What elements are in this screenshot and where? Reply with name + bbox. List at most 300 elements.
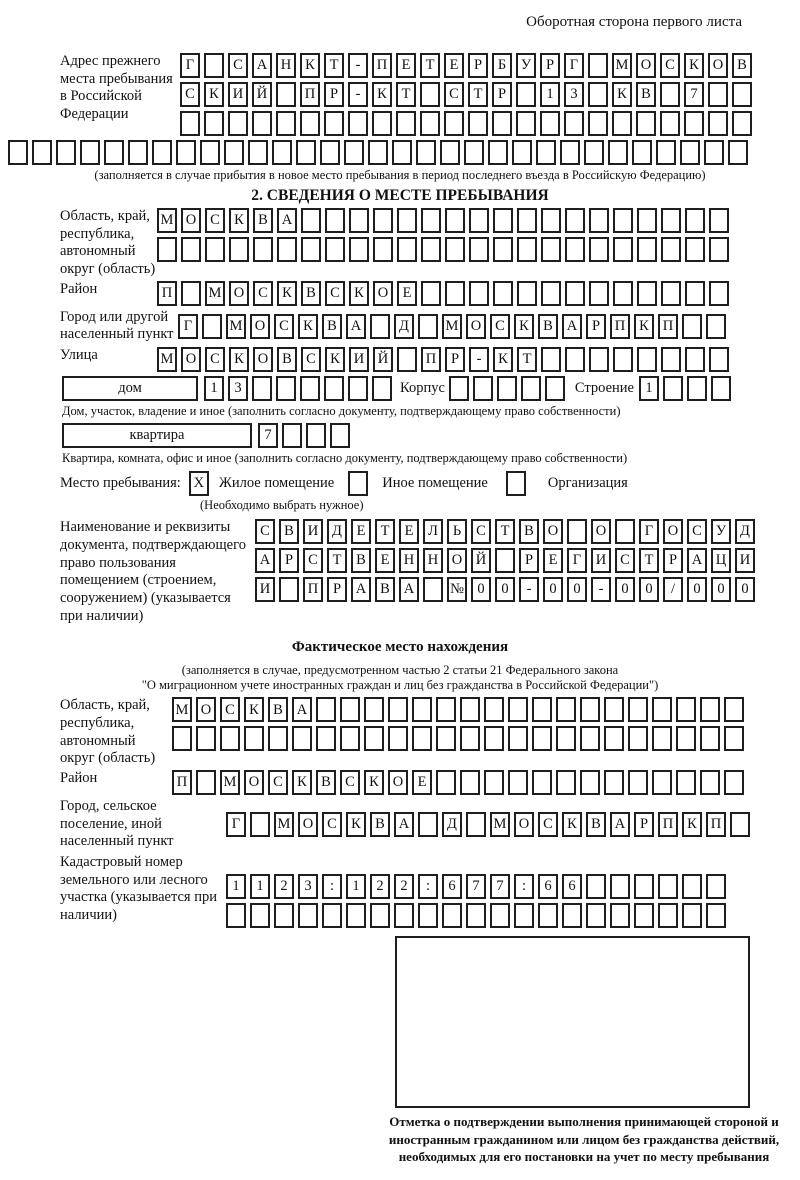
char-cell[interactable]: С (205, 208, 225, 233)
char-cell[interactable]: Е (351, 519, 371, 544)
char-cell[interactable] (632, 140, 652, 165)
char-cell[interactable] (661, 281, 681, 306)
char-cell[interactable]: А (610, 812, 630, 837)
char-cell[interactable] (205, 237, 225, 262)
char-cell[interactable] (250, 812, 270, 837)
char-cell[interactable] (373, 237, 393, 262)
char-cell[interactable] (416, 140, 436, 165)
char-cell[interactable] (588, 111, 608, 136)
char-cell[interactable]: П (172, 770, 192, 795)
char-cell[interactable]: О (543, 519, 563, 544)
char-cell[interactable] (397, 208, 417, 233)
char-cell[interactable] (421, 281, 441, 306)
char-cell[interactable]: Д (735, 519, 755, 544)
char-cell[interactable]: Г (564, 53, 584, 78)
char-cell[interactable]: 1 (226, 874, 246, 899)
char-cell[interactable] (418, 812, 438, 837)
char-cell[interactable] (514, 903, 534, 928)
char-cell[interactable] (724, 770, 744, 795)
char-cell[interactable] (658, 874, 678, 899)
char-cell[interactable] (709, 281, 729, 306)
char-cell[interactable]: 3 (564, 82, 584, 107)
char-cell[interactable]: Б (492, 53, 512, 78)
char-cell[interactable]: С (490, 314, 510, 339)
char-cell[interactable] (661, 347, 681, 372)
char-cell[interactable] (392, 140, 412, 165)
char-cell[interactable]: А (687, 548, 707, 573)
char-cell[interactable] (325, 208, 345, 233)
char-cell[interactable]: А (351, 577, 371, 602)
char-cell[interactable] (346, 903, 366, 928)
char-cell[interactable] (412, 726, 432, 751)
char-cell[interactable] (272, 140, 292, 165)
char-cell[interactable]: 1 (204, 376, 224, 401)
char-cell[interactable]: С (228, 53, 248, 78)
char-cell[interactable] (394, 903, 414, 928)
char-cell[interactable] (613, 281, 633, 306)
char-cell[interactable] (685, 237, 705, 262)
char-cell[interactable] (588, 53, 608, 78)
char-cell[interactable] (724, 697, 744, 722)
char-cell[interactable] (340, 726, 360, 751)
char-cell[interactable] (532, 770, 552, 795)
char-cell[interactable] (517, 281, 537, 306)
char-cell[interactable]: Т (420, 53, 440, 78)
char-cell[interactable] (128, 140, 148, 165)
char-cell[interactable] (706, 874, 726, 899)
char-cell[interactable]: А (252, 53, 272, 78)
char-cell[interactable]: В (351, 548, 371, 573)
char-cell[interactable] (610, 903, 630, 928)
char-cell[interactable]: О (388, 770, 408, 795)
char-cell[interactable]: С (220, 697, 240, 722)
char-cell[interactable] (373, 208, 393, 233)
char-cell[interactable] (540, 111, 560, 136)
char-cell[interactable]: К (300, 53, 320, 78)
char-cell[interactable] (637, 208, 657, 233)
char-cell[interactable]: А (399, 577, 419, 602)
char-cell[interactable] (682, 874, 702, 899)
char-cell[interactable] (324, 376, 344, 401)
char-cell[interactable] (420, 82, 440, 107)
char-cell[interactable]: И (255, 577, 275, 602)
char-cell[interactable] (562, 903, 582, 928)
char-cell[interactable] (613, 208, 633, 233)
char-cell[interactable]: 0 (471, 577, 491, 602)
char-cell[interactable]: Е (412, 770, 432, 795)
char-cell[interactable]: Д (442, 812, 462, 837)
char-cell[interactable] (497, 376, 517, 401)
char-cell[interactable]: В (519, 519, 539, 544)
char-cell[interactable] (492, 111, 512, 136)
char-cell[interactable] (152, 140, 172, 165)
char-cell[interactable] (516, 111, 536, 136)
char-cell[interactable]: Т (324, 53, 344, 78)
char-cell[interactable]: М (157, 208, 177, 233)
char-cell[interactable] (277, 237, 297, 262)
char-cell[interactable] (473, 376, 493, 401)
char-cell[interactable] (588, 82, 608, 107)
char-cell[interactable]: И (228, 82, 248, 107)
char-cell[interactable]: Р (492, 82, 512, 107)
char-cell[interactable] (444, 111, 464, 136)
char-cell[interactable]: И (591, 548, 611, 573)
char-cell[interactable]: Р (540, 53, 560, 78)
char-cell[interactable] (421, 208, 441, 233)
char-cell[interactable]: К (229, 208, 249, 233)
char-cell[interactable]: П (157, 281, 177, 306)
char-cell[interactable] (565, 281, 585, 306)
char-cell[interactable] (196, 726, 216, 751)
char-cell[interactable] (685, 347, 705, 372)
char-cell[interactable] (495, 548, 515, 573)
char-cell[interactable] (248, 140, 268, 165)
char-cell[interactable]: С (471, 519, 491, 544)
char-cell[interactable] (469, 237, 489, 262)
char-cell[interactable] (301, 208, 321, 233)
char-cell[interactable] (348, 376, 368, 401)
char-cell[interactable]: А (346, 314, 366, 339)
char-cell[interactable]: О (636, 53, 656, 78)
char-cell[interactable]: П (658, 314, 678, 339)
char-cell[interactable]: К (682, 812, 702, 837)
char-cell[interactable] (732, 111, 752, 136)
char-cell[interactable]: К (325, 347, 345, 372)
char-cell[interactable] (493, 208, 513, 233)
char-cell[interactable] (276, 376, 296, 401)
char-cell[interactable] (322, 903, 342, 928)
char-cell[interactable] (420, 111, 440, 136)
char-cell[interactable]: К (612, 82, 632, 107)
char-cell[interactable] (663, 376, 683, 401)
char-cell[interactable] (687, 376, 707, 401)
char-cell[interactable]: П (303, 577, 323, 602)
char-cell[interactable] (586, 874, 606, 899)
char-cell[interactable] (732, 82, 752, 107)
char-cell[interactable]: С (301, 347, 321, 372)
char-cell[interactable]: Л (423, 519, 443, 544)
char-cell[interactable]: Г (180, 53, 200, 78)
char-cell[interactable]: О (466, 314, 486, 339)
char-cell[interactable]: 2 (274, 874, 294, 899)
char-cell[interactable]: В (279, 519, 299, 544)
char-cell[interactable] (589, 347, 609, 372)
char-cell[interactable]: 7 (684, 82, 704, 107)
char-cell[interactable] (276, 82, 296, 107)
char-cell[interactable]: Р (324, 82, 344, 107)
char-cell[interactable] (545, 376, 565, 401)
char-cell[interactable]: О (663, 519, 683, 544)
char-cell[interactable]: В (586, 812, 606, 837)
char-cell[interactable] (589, 237, 609, 262)
char-cell[interactable]: - (469, 347, 489, 372)
char-cell[interactable]: И (349, 347, 369, 372)
char-cell[interactable]: Р (279, 548, 299, 573)
char-cell[interactable] (250, 903, 270, 928)
char-cell[interactable]: М (205, 281, 225, 306)
char-cell[interactable]: С (180, 82, 200, 107)
char-cell[interactable]: К (204, 82, 224, 107)
char-cell[interactable] (292, 726, 312, 751)
char-cell[interactable]: С (340, 770, 360, 795)
char-cell[interactable] (586, 903, 606, 928)
char-cell[interactable] (330, 423, 350, 448)
char-cell[interactable] (421, 237, 441, 262)
char-cell[interactable] (418, 314, 438, 339)
char-cell[interactable] (512, 140, 532, 165)
char-cell[interactable] (181, 281, 201, 306)
char-cell[interactable] (516, 82, 536, 107)
house-type-box[interactable]: дом (62, 376, 198, 401)
char-cell[interactable] (80, 140, 100, 165)
char-cell[interactable]: О (229, 281, 249, 306)
char-cell[interactable]: А (292, 697, 312, 722)
char-cell[interactable] (224, 140, 244, 165)
char-cell[interactable] (464, 140, 484, 165)
char-cell[interactable] (268, 726, 288, 751)
char-cell[interactable] (556, 697, 576, 722)
char-cell[interactable] (316, 697, 336, 722)
char-cell[interactable]: К (292, 770, 312, 795)
char-cell[interactable]: Д (327, 519, 347, 544)
char-cell[interactable] (567, 519, 587, 544)
char-cell[interactable] (682, 903, 702, 928)
char-cell[interactable] (541, 237, 561, 262)
char-cell[interactable] (276, 111, 296, 136)
char-cell[interactable] (104, 140, 124, 165)
char-cell[interactable]: К (364, 770, 384, 795)
char-cell[interactable] (521, 376, 541, 401)
char-cell[interactable] (300, 111, 320, 136)
char-cell[interactable] (709, 208, 729, 233)
char-cell[interactable]: М (172, 697, 192, 722)
char-cell[interactable]: О (708, 53, 728, 78)
char-cell[interactable] (610, 874, 630, 899)
char-cell[interactable] (440, 140, 460, 165)
char-cell[interactable] (709, 347, 729, 372)
char-cell[interactable]: С (303, 548, 323, 573)
char-cell[interactable] (397, 237, 417, 262)
char-cell[interactable] (423, 577, 443, 602)
char-cell[interactable]: О (514, 812, 534, 837)
apartment-type-box[interactable]: квартира (62, 423, 252, 448)
char-cell[interactable]: Т (375, 519, 395, 544)
char-cell[interactable] (252, 111, 272, 136)
char-cell[interactable] (316, 726, 336, 751)
char-cell[interactable]: О (250, 314, 270, 339)
char-cell[interactable] (612, 111, 632, 136)
char-cell[interactable] (445, 208, 465, 233)
char-cell[interactable] (676, 697, 696, 722)
char-cell[interactable]: Г (226, 812, 246, 837)
char-cell[interactable] (676, 726, 696, 751)
char-cell[interactable] (493, 281, 513, 306)
char-cell[interactable] (364, 726, 384, 751)
char-cell[interactable]: У (711, 519, 731, 544)
char-cell[interactable]: М (220, 770, 240, 795)
char-cell[interactable] (229, 237, 249, 262)
char-cell[interactable]: А (277, 208, 297, 233)
char-cell[interactable] (682, 314, 702, 339)
char-cell[interactable] (728, 140, 748, 165)
char-cell[interactable]: В (277, 347, 297, 372)
char-cell[interactable] (660, 82, 680, 107)
char-cell[interactable] (628, 697, 648, 722)
char-cell[interactable]: Т (639, 548, 659, 573)
char-cell[interactable] (445, 237, 465, 262)
char-cell[interactable] (449, 376, 469, 401)
char-cell[interactable] (532, 726, 552, 751)
char-cell[interactable] (706, 314, 726, 339)
char-cell[interactable] (349, 208, 369, 233)
char-cell[interactable]: В (538, 314, 558, 339)
char-cell[interactable]: В (253, 208, 273, 233)
char-cell[interactable]: О (181, 208, 201, 233)
char-cell[interactable]: / (663, 577, 683, 602)
char-cell[interactable]: С (322, 812, 342, 837)
char-cell[interactable] (584, 140, 604, 165)
char-cell[interactable]: С (255, 519, 275, 544)
char-cell[interactable] (652, 770, 672, 795)
char-cell[interactable] (541, 208, 561, 233)
char-cell[interactable]: И (303, 519, 323, 544)
char-cell[interactable] (460, 726, 480, 751)
char-cell[interactable]: К (298, 314, 318, 339)
char-cell[interactable]: А (394, 812, 414, 837)
char-cell[interactable] (364, 697, 384, 722)
char-cell[interactable]: В (636, 82, 656, 107)
char-cell[interactable]: О (244, 770, 264, 795)
checkbox-organization[interactable] (506, 471, 526, 496)
char-cell[interactable] (565, 237, 585, 262)
char-cell[interactable]: У (516, 53, 536, 78)
char-cell[interactable] (370, 903, 390, 928)
char-cell[interactable] (580, 770, 600, 795)
char-cell[interactable] (613, 237, 633, 262)
char-cell[interactable]: К (349, 281, 369, 306)
char-cell[interactable]: М (226, 314, 246, 339)
char-cell[interactable] (484, 697, 504, 722)
char-cell[interactable]: П (372, 53, 392, 78)
char-cell[interactable] (730, 812, 750, 837)
char-cell[interactable]: К (277, 281, 297, 306)
char-cell[interactable] (711, 376, 731, 401)
char-cell[interactable] (589, 208, 609, 233)
char-cell[interactable]: Г (567, 548, 587, 573)
char-cell[interactable]: 3 (298, 874, 318, 899)
char-cell[interactable] (556, 726, 576, 751)
char-cell[interactable] (604, 726, 624, 751)
char-cell[interactable] (637, 281, 657, 306)
char-cell[interactable]: 6 (562, 874, 582, 899)
char-cell[interactable]: О (196, 697, 216, 722)
char-cell[interactable] (560, 140, 580, 165)
char-cell[interactable] (709, 237, 729, 262)
char-cell[interactable]: : (514, 874, 534, 899)
char-cell[interactable]: П (300, 82, 320, 107)
char-cell[interactable] (724, 726, 744, 751)
char-cell[interactable] (676, 770, 696, 795)
char-cell[interactable]: 3 (228, 376, 248, 401)
char-cell[interactable]: М (490, 812, 510, 837)
char-cell[interactable] (556, 770, 576, 795)
char-cell[interactable] (320, 140, 340, 165)
char-cell[interactable]: 6 (442, 874, 462, 899)
char-cell[interactable] (517, 208, 537, 233)
char-cell[interactable]: К (634, 314, 654, 339)
char-cell[interactable] (680, 140, 700, 165)
char-cell[interactable] (700, 770, 720, 795)
char-cell[interactable]: 1 (639, 376, 659, 401)
char-cell[interactable] (589, 281, 609, 306)
char-cell[interactable] (613, 347, 633, 372)
char-cell[interactable]: Й (252, 82, 272, 107)
char-cell[interactable] (661, 237, 681, 262)
char-cell[interactable] (661, 208, 681, 233)
char-cell[interactable]: - (519, 577, 539, 602)
char-cell[interactable]: Е (399, 519, 419, 544)
char-cell[interactable]: К (244, 697, 264, 722)
char-cell[interactable] (388, 697, 408, 722)
char-cell[interactable]: П (610, 314, 630, 339)
char-cell[interactable] (684, 111, 704, 136)
char-cell[interactable] (652, 697, 672, 722)
char-cell[interactable] (279, 577, 299, 602)
char-cell[interactable] (196, 770, 216, 795)
char-cell[interactable]: Г (178, 314, 198, 339)
char-cell[interactable] (685, 281, 705, 306)
char-cell[interactable]: Е (444, 53, 464, 78)
char-cell[interactable] (300, 376, 320, 401)
char-cell[interactable] (538, 903, 558, 928)
char-cell[interactable] (536, 140, 556, 165)
char-cell[interactable] (604, 770, 624, 795)
char-cell[interactable]: Р (519, 548, 539, 573)
char-cell[interactable]: : (418, 874, 438, 899)
char-cell[interactable]: С (205, 347, 225, 372)
char-cell[interactable]: Р (586, 314, 606, 339)
char-cell[interactable]: Н (423, 548, 443, 573)
char-cell[interactable] (484, 726, 504, 751)
char-cell[interactable] (176, 140, 196, 165)
char-cell[interactable]: С (444, 82, 464, 107)
char-cell[interactable]: 0 (639, 577, 659, 602)
char-cell[interactable] (344, 140, 364, 165)
checkbox-other-premises[interactable] (348, 471, 368, 496)
char-cell[interactable]: В (268, 697, 288, 722)
char-cell[interactable] (412, 697, 432, 722)
char-cell[interactable] (56, 140, 76, 165)
checkbox-residential[interactable]: X (189, 471, 209, 496)
char-cell[interactable]: - (348, 53, 368, 78)
char-cell[interactable]: Е (543, 548, 563, 573)
char-cell[interactable] (708, 82, 728, 107)
char-cell[interactable]: В (322, 314, 342, 339)
char-cell[interactable]: С (274, 314, 294, 339)
char-cell[interactable]: С (253, 281, 273, 306)
char-cell[interactable] (253, 237, 273, 262)
char-cell[interactable]: В (316, 770, 336, 795)
char-cell[interactable] (396, 111, 416, 136)
char-cell[interactable] (370, 314, 390, 339)
char-cell[interactable]: А (255, 548, 275, 573)
char-cell[interactable] (181, 237, 201, 262)
char-cell[interactable] (306, 423, 326, 448)
char-cell[interactable]: Е (397, 281, 417, 306)
char-cell[interactable] (172, 726, 192, 751)
char-cell[interactable] (325, 237, 345, 262)
char-cell[interactable]: П (658, 812, 678, 837)
